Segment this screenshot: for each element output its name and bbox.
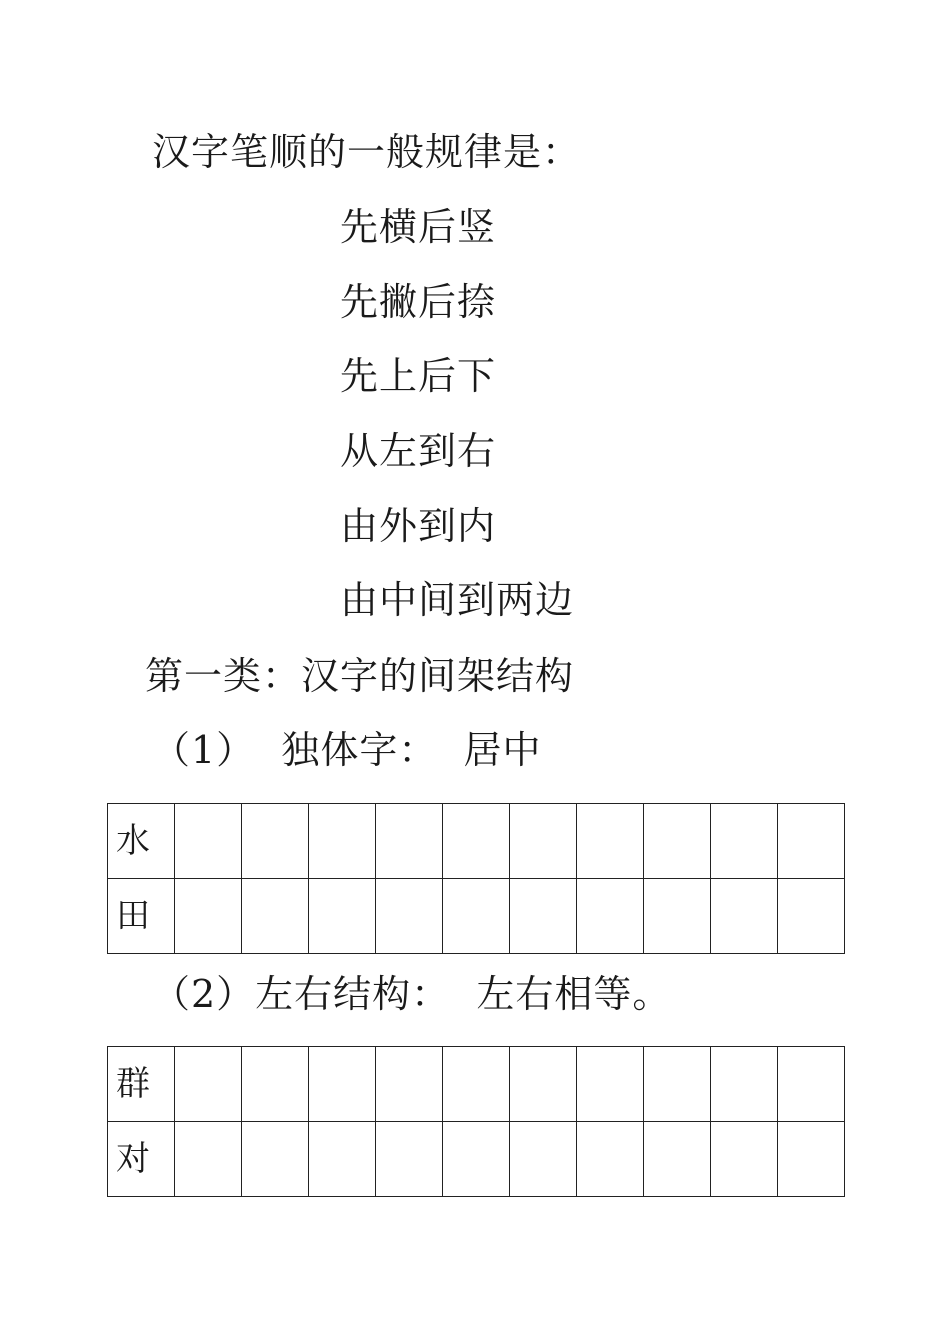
practice-cell bbox=[376, 1047, 443, 1122]
rule-item: 先撇后捺 bbox=[340, 280, 497, 324]
practice-cell bbox=[778, 879, 845, 954]
rule-item: 先横后竖 bbox=[340, 205, 497, 249]
intro-text: 汉字笔顺的一般规律是： bbox=[152, 130, 582, 174]
practice-cell bbox=[778, 1047, 845, 1122]
practice-cell bbox=[711, 1122, 778, 1197]
practice-cell bbox=[711, 1047, 778, 1122]
practice-cell bbox=[309, 879, 376, 954]
table-row bbox=[108, 1122, 845, 1197]
practice-cell bbox=[644, 879, 711, 954]
practice-cell bbox=[778, 1122, 845, 1197]
sample-character: 群 bbox=[108, 1047, 175, 1122]
practice-cell bbox=[711, 879, 778, 954]
practice-cell bbox=[175, 804, 242, 879]
practice-cell bbox=[175, 1047, 242, 1122]
part2-heading: （2）左右结构： 左右相等。 bbox=[152, 972, 672, 1016]
practice-cell bbox=[376, 1122, 443, 1197]
practice-cell bbox=[376, 804, 443, 879]
table-row bbox=[108, 804, 845, 879]
practice-cell bbox=[242, 804, 309, 879]
rule-item: 由中间到两边 bbox=[340, 578, 575, 622]
practice-cell bbox=[242, 1122, 309, 1197]
rule-item: 先上后下 bbox=[340, 354, 497, 398]
part1-heading: （1） 独体字： 居中 bbox=[152, 728, 542, 772]
practice-grid-1 bbox=[107, 803, 845, 954]
practice-cell bbox=[242, 879, 309, 954]
practice-cell bbox=[644, 1122, 711, 1197]
practice-cell bbox=[242, 1047, 309, 1122]
rule-item: 由外到内 bbox=[340, 504, 497, 548]
practice-cell bbox=[510, 879, 577, 954]
practice-cell bbox=[577, 1122, 644, 1197]
practice-cell bbox=[510, 1122, 577, 1197]
practice-cell bbox=[644, 804, 711, 879]
practice-cell bbox=[309, 804, 376, 879]
practice-cell bbox=[510, 804, 577, 879]
section-title: 第一类：汉字的间架结构 bbox=[145, 654, 575, 698]
practice-grid-2 bbox=[107, 1046, 845, 1197]
practice-cell bbox=[644, 1047, 711, 1122]
practice-cell bbox=[577, 879, 644, 954]
rule-item: 从左到右 bbox=[340, 429, 497, 473]
practice-cell bbox=[443, 879, 510, 954]
sample-character: 水 bbox=[108, 804, 175, 879]
practice-cell bbox=[175, 1122, 242, 1197]
practice-cell bbox=[577, 1047, 644, 1122]
practice-cell bbox=[510, 1047, 577, 1122]
table-row bbox=[108, 879, 845, 954]
practice-cell bbox=[309, 1122, 376, 1197]
practice-cell bbox=[711, 804, 778, 879]
practice-cell bbox=[309, 1047, 376, 1122]
table-row bbox=[108, 1047, 845, 1122]
practice-cell bbox=[443, 804, 510, 879]
practice-cell bbox=[443, 1122, 510, 1197]
practice-cell bbox=[443, 1047, 510, 1122]
practice-cell bbox=[175, 879, 242, 954]
sample-character: 对 bbox=[108, 1122, 175, 1197]
practice-cell bbox=[376, 879, 443, 954]
sample-character: 田 bbox=[108, 879, 175, 954]
practice-cell bbox=[778, 804, 845, 879]
practice-cell bbox=[577, 804, 644, 879]
